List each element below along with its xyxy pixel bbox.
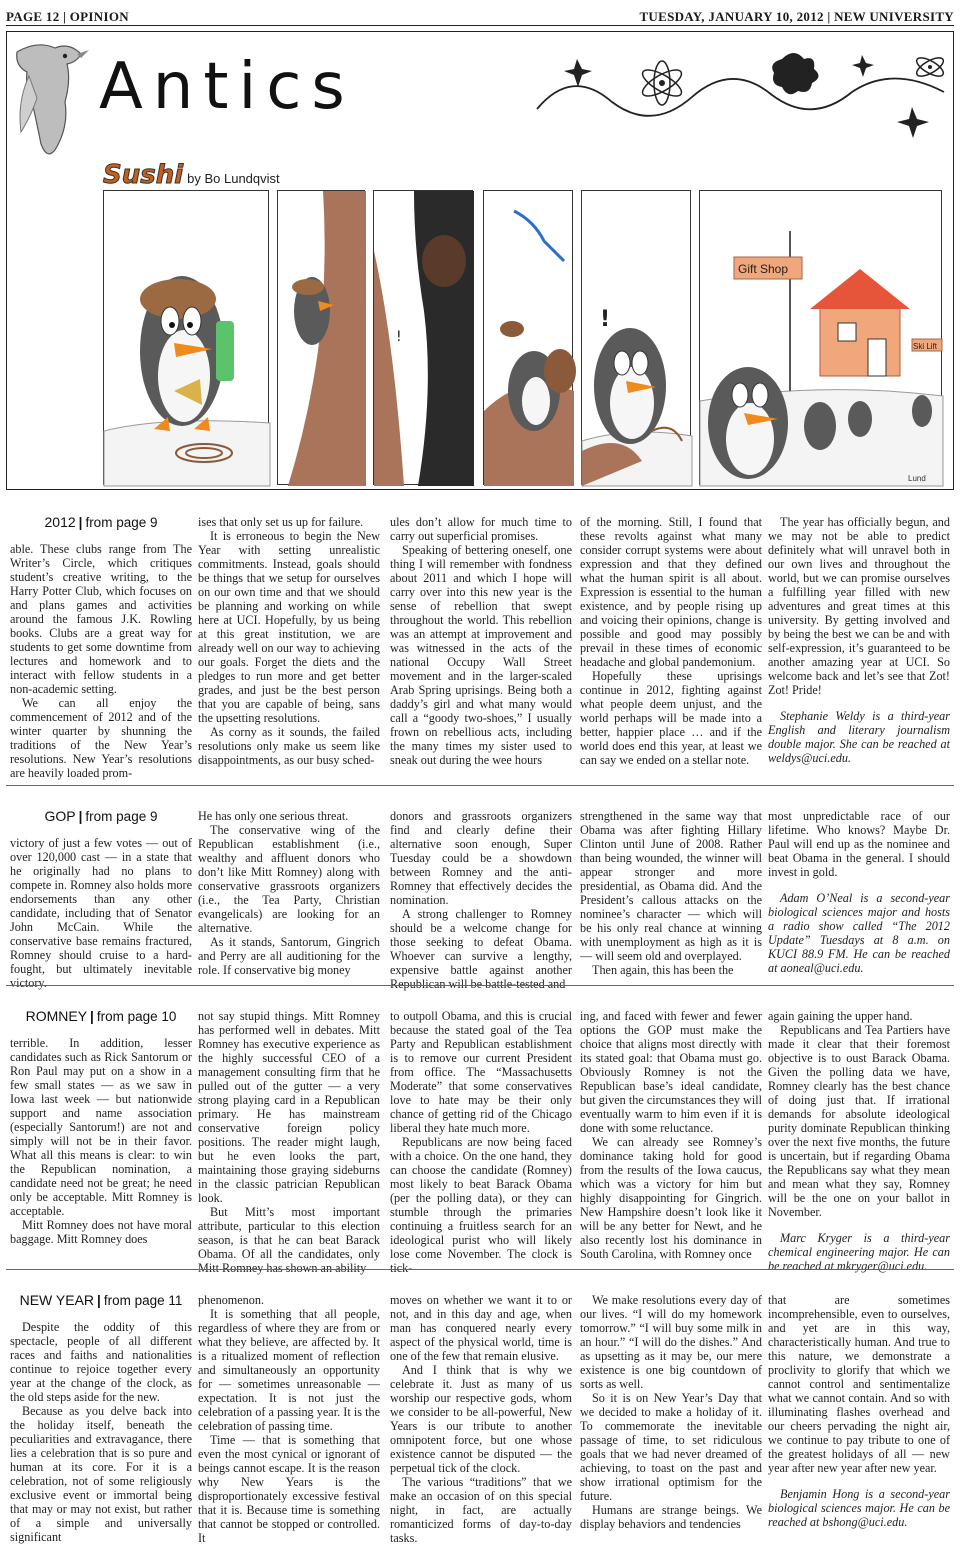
panel-1-art (104, 191, 270, 486)
article-paragraph: Speaking of bettering oneself, one thing I will remember with fondness about 2011 and which I hope will carry over into this new year is the sense of rebellion that swept throughout the world. This rebellion was an attempt at improvement and was witnessed in the acts of the national Occupy Wall Street movement and in the larger-scaled Arab Spring uprisings. Being both a daddy’s girl and what many would call a “goody two-shoes,” I usually frown on rebellious acts, including the many times my sister used to sneak out during the wee hours (390, 543, 572, 767)
article-paragraph: The various “traditions” that we make an occasion of on this special night, in fact, are actually romanticized forms of day-to-day tasks. (390, 1475, 572, 1545)
article-section (6, 997, 954, 1275)
article-paragraph: to outpoll Obama, and this is crucial because the stated goal of the Tea Party and Republican establishment is to remove our current President from office. The “Massachusetts Moderate” that some conservatives love to hate may be their only chance of getting rid of the Chicago liberal they hate much more. (390, 1009, 572, 1135)
article-column (390, 797, 572, 991)
article-column (10, 997, 192, 1246)
article-paragraph: able. These clubs range from The Writer’s Circle, which critiques student’s creative writing, to the Harry Potter Club, which focuses on and plans games and activities around the famous J.K. Rowling books. Clubs are a great way for students to get some downtime from lectures and homework and to interact with fellow students in a non-academic setting. (10, 542, 192, 696)
space-doodles (532, 37, 952, 147)
panel-6-art (700, 191, 943, 486)
article-paragraph: not say stupid things. Mitt Romney has performed well in debates. Mitt Romney has executive experience as the highly successful CEO of a management consulting firm that he pulled out of the gutter — a very strong playing card in a Republican primary. He has mainstream conservative foreign policy positions. The reader might laugh, but he even looks the part, maintaining those graying sideburns in the classic patrician Republican look. (198, 1009, 380, 1205)
artist-signature: Lund (908, 474, 926, 483)
article-paragraph: most unpredictable race of our lifetime. Who knows? Maybe Dr. Paul will end up as the nominee and beat Obama in the general. I should invest in gold. (768, 809, 950, 879)
article-column (768, 503, 950, 765)
article-paragraph: Mitt Romney does not have moral baggage. Mitt Romney does (10, 1218, 192, 1246)
author-bio: Benjamin Hong is a second-year biological sciences major. He can be reached at bshong@uci.edu. (768, 1487, 950, 1529)
article-paragraph: of the morning. Still, I found that these revolts against what many consider corrupt systems were about expression and that they defined what the human spirit is all about. Expression is essential to the human existence, and by people rising up and voicing their opinions, change is possible and good may possibly prevail in these times of economic headache and global pandemonium. (580, 515, 762, 669)
article-paragraph: The conservative wing of the Republican establishment (i.e., wealthy and affluent donors who don’t like Mitt Romney) along with conservative grassroots organizers (i.e., the Tea Party, Christian evangelicals) are looking for an alternative. (198, 823, 380, 935)
jump-article-name: GOP (44, 808, 76, 824)
comic-panel-3 (373, 190, 473, 485)
article-column (580, 1281, 762, 1531)
antics-comic-section (6, 31, 954, 490)
author-bio: Adam O’Neal is a second-year biological sciences major and hosts a radio show called “The 2012 Update” Tuesdays at 8 a.m. on KUCI 88.9 FM. He can be reached at aoneal@uci.edu. (768, 891, 950, 975)
article-paragraph: that are sometimes incomprehensible, even to ourselves, and yet are in this way, characteristically human. And true to this nature, we demonstrate a proclivity to glorify that which we cannot control and sentimentalize what we cannot contain. And so with illuminating flashes overhead and our cheers pervading the night air, we continue to pay tribute to one of the greatest holidays of all — new year after new year after new year. (768, 1293, 950, 1475)
panel-3-art (374, 191, 474, 486)
section-divider (6, 785, 954, 786)
article-paragraph: ules don’t allow for much time to carry out superficial promises. (390, 515, 572, 543)
article-column (390, 1281, 572, 1545)
article-column (580, 997, 762, 1261)
jump-line: GOP | from page 9 (44, 808, 158, 824)
article-paragraph: And I think that is why we celebrate it. Just as many of us worship our respective gods, whom we consider to be all-powerful, New Years is our tribute to another omnipotent force, but one whose existence cannot be disputed — the perpetual tick of the clock. (390, 1363, 572, 1475)
article-column (768, 997, 950, 1273)
article-paragraph: As it stands, Santorum, Gingrich and Perry are all auditioning for the role. If conservative big money (198, 935, 380, 977)
jump-from-page: from page 10 (96, 1009, 177, 1024)
comic-panel-1 (103, 190, 269, 485)
article-paragraph: donors and grassroots organizers find and clearly define their alternative soon enough, Super Tuesday could be a showdown between Romney and the anti-Romney that effectively decides the nomination. (390, 809, 572, 907)
article-column (390, 997, 572, 1275)
comic-panel-4 (483, 190, 573, 485)
article-paragraph: phenomenon. (198, 1293, 265, 1307)
article-paragraph: A strong challenger to Romney should be a welcome change for those seeking to defeat Obama. Whoever can survive a lengthy, expensive battle against another Republican will be battle-tested and (390, 907, 572, 991)
strip-logo: Sushi (103, 160, 184, 190)
article-paragraph: So it is on New Year’s Day that we decided to make a holiday of it. To commemorate the inevitable passage of time, to set ridiculous goals that we had never dreamed of achieving, to toast on the past and show irrational optimism for the future. (580, 1391, 762, 1503)
article-paragraph: victory of just a few votes — out of over 120,000 cast — in a state that he originally had no plans to compete in. Romney also holds more endorsements than any other candidate, including that of Senator John McCain. While the conservative base remains fractured, Romney should cruise to a hard-fought, but ultimately inevitable victory. (10, 836, 192, 990)
article-paragraph: strengthened in the same way that Obama was after fighting Hillary Clinton until June of 2008. Rather than being wounded, the winner will appear stronger and more presidential, as Obama did. And the President’s callous attacks on the nominee’s character — which will be his only real chance at winning with unemployment as high as it is — will seem old and overplayed. (580, 809, 762, 963)
article-paragraph: Time — that is something that even the most cynical or ignorant of beings cannot escape. It is the reason why New Years is the disproportionately excessive festival that it is. Because time is something that cannot be stopped or controlled. It (198, 1433, 380, 1545)
jump-line: 2012 | from page 9 (44, 514, 158, 530)
jump-article-name: NEW YEAR (19, 1292, 95, 1308)
jump-from-page: from page 9 (85, 515, 158, 530)
jump-article-name: ROMNEY (25, 1008, 88, 1024)
article-paragraph: The year has officially begun, and we may not be able to predict definitely what will unravel both in our own lives and throughout the world, but we can promise ourselves a fulfilling year filled with new adventures and great times at this university. By getting involved and by being the best we can be and with self-expression, it’s guaranteed to be another amazing year at UCI. So welcome back and let’s see that Zot! Zot! Pride! (768, 515, 950, 697)
article-paragraph: We can already see Romney’s dominance taking hold for good from the results of the Iowa caucus, which was a victory for him but highly disappointing for Gingrich. New Hampshire doesn’t look like it will be any better for Newt, and he also recently lost his dominance in South Carolina, with Romney once (580, 1135, 762, 1261)
panel-5-art (582, 191, 692, 486)
article-column (768, 1281, 950, 1529)
article-column (580, 503, 762, 767)
comic-panel-2 (277, 190, 365, 485)
jump-from-page: from page 11 (103, 1293, 183, 1308)
article-paragraph: Hopefully these uprisings continue in 2012, fighting against what people deem unjust, and the world perhaps will be made into a better, happier place … and if the world does end this year, at least we can say we ended on a stellar note. (580, 669, 762, 767)
article-paragraph: Republicans are now being faced with a choice. On the one hand, they can choose the candidate (Romney) most likely to beat Barack Obama (per the polling data), or they can stumble through the primaries continuing a fruitless search for an ideological purist who will likely lose come November. The clock is tick- (390, 1135, 572, 1275)
comic-panels (103, 190, 942, 485)
article-section (6, 797, 954, 991)
panel-2-art (278, 191, 366, 486)
section-title: Antics (99, 50, 355, 124)
article-column (10, 1281, 192, 1544)
comic-panel-6 (699, 190, 942, 485)
article-column (10, 503, 192, 780)
jump-line: NEW YEAR | from page 11 (19, 1292, 183, 1308)
article-section (6, 1281, 954, 1545)
article-paragraph: Despite the oddity of this spectacle, people of all different races and faiths and nationalities continue to rejoice together every year at the change of the clock, as the old steps aside for the new. (10, 1320, 192, 1404)
article-paragraph: Because as you delve back into the holiday itself, beneath the peculiarities and extravagance, there lies a celebration that is so pure and human at its core. For it is a celebration, not of some religiously exclusive event or immortal being that may or may not exist, but rather of a simple and universally significant (10, 1404, 192, 1544)
article-column (198, 997, 380, 1275)
article-column (198, 1281, 380, 1545)
article-paragraph: It is erroneous to begin the New Year with setting unrealistic commitments. Instead, goals should be things that we setup for ourselves on our own time and that we should be planning and working on while here at UCI. Hopefully, by us being at this great institution, we are already well on our way to achieving our goals. Forget the diets and the pledges to run more and get better grades, and just be the best person that you are capable of being, sans the upsetting resolutions. (198, 529, 380, 725)
panel-4-art (484, 191, 574, 486)
article-paragraph: We make resolutions every day of our lives. “I will do my homework tomorrow.” “I will buy some milk in an hour.” “I will do the dishes.” And as upsetting as it may be, our mere existence is one big countdown of sorts as well. (580, 1293, 762, 1391)
article-paragraph: He has only one serious threat. (198, 809, 349, 823)
article-section (6, 503, 954, 781)
issue-date: TUESDAY, JANUARY 10, 2012 | NEW UNIVERSITY (639, 9, 954, 24)
page-label: PAGE 12 | OPINION (6, 9, 129, 24)
comic-strip-title (103, 160, 280, 190)
gift-shop-sign: Gift Shop (738, 262, 789, 276)
article-paragraph: Republicans and Tea Partiers have made it clear that their foremost objective is to oust Barack Obama. Given the polling data we have, Romney clearly has the best chance of doing just that. If irrational demands for absolute ideological purity dominate Republican thinking over the next five months, the future is uncertain, but if regarding Obama the Republicans say what they mean and mean what they say, Romney will be the one on your ballot in November. (768, 1023, 950, 1219)
article-paragraph: But Mitt’s most important attribute, particular to this election season, is that he can beat Barack Obama. Of all the candidates, only Mitt Romney has shown an ability (198, 1205, 380, 1275)
article-paragraph: moves on whether we want it to or not, and in this day and age, when man has conquered nearly every aspect of the physical world, time is one of the few that remain elusive. (390, 1293, 572, 1363)
article-paragraph: terrible. In addition, lesser candidates such as Rick Santorum or Ron Paul may put on a show in a few small states — as we saw in Iowa last week — but nationwide support and name association (especially Santorum!) are not and simply will not be in their favor. What all this means is clear: to win the Republican nomination, a candidate need not be great; he need only be acceptable. Mitt Romney is acceptable. (10, 1036, 192, 1218)
article-paragraph: ing, and faced with fewer and fewer options the GOP must make the choice that aligns most directly with its stated goal: that Obama must go. Obviously Romney is not the Republican base’s ideal candidate, but given the circumstances they will eventually warm to him even if it is done with some reluctance. (580, 1009, 762, 1135)
page-header (6, 6, 954, 26)
article-column (198, 797, 380, 977)
article-paragraph: Humans are strange beings. We display behaviors and tendencies (580, 1503, 762, 1531)
section-divider (6, 1269, 954, 1270)
comic-panel-5 (581, 190, 691, 485)
jump-from-page: from page 9 (85, 809, 158, 824)
article-column (580, 797, 762, 977)
strip-byline: by Bo Lundqvist (187, 171, 280, 186)
article-column (390, 503, 572, 767)
section-divider (6, 985, 954, 986)
article-column (768, 797, 950, 975)
jump-line: ROMNEY | from page 10 (25, 1008, 177, 1024)
article-paragraph: We can all enjoy the commencement of 2012 and of the winter quarter by shunning the traditions of the New Year’s resolutions. New Year’s resolutions are heavily loaded prom- (10, 696, 192, 780)
panel-5-exclaim: ! (600, 307, 611, 332)
article-paragraph: ises that only set us up for failure. (198, 515, 364, 529)
article-paragraph: It is something that all people, regardless of where they are from or what they believe, are affected by. It is a ritualized moment of reflection and simultaneously an opportunity for — sometimes unreasonable — expectation. It is not just the celebration of a passing year. It is the celebration of passing time. (198, 1307, 380, 1433)
article-column (10, 797, 192, 990)
ski-lift-sign: Ski Lift (913, 342, 938, 351)
flying-squirrel-illustration (7, 32, 102, 162)
jump-article-name: 2012 (44, 514, 76, 530)
article-column (198, 503, 380, 767)
author-bio: Stephanie Weldy is a third-year English and literary journalism double major. She can be reached at weldys@uci.edu. (768, 709, 950, 765)
article-paragraph: As corny as it sounds, the failed resolutions only make us seem like disappointments, as our busy sched- (198, 725, 380, 767)
article-paragraph: Then again, this has been the (592, 963, 734, 977)
author-bio: Marc Kryger is a third-year chemical engineering major. He can be reached at mkryger@uci.edu. (768, 1231, 950, 1273)
article-paragraph: again gaining the upper hand. (768, 1009, 913, 1023)
panel-3-exclaim: ! (396, 329, 402, 345)
